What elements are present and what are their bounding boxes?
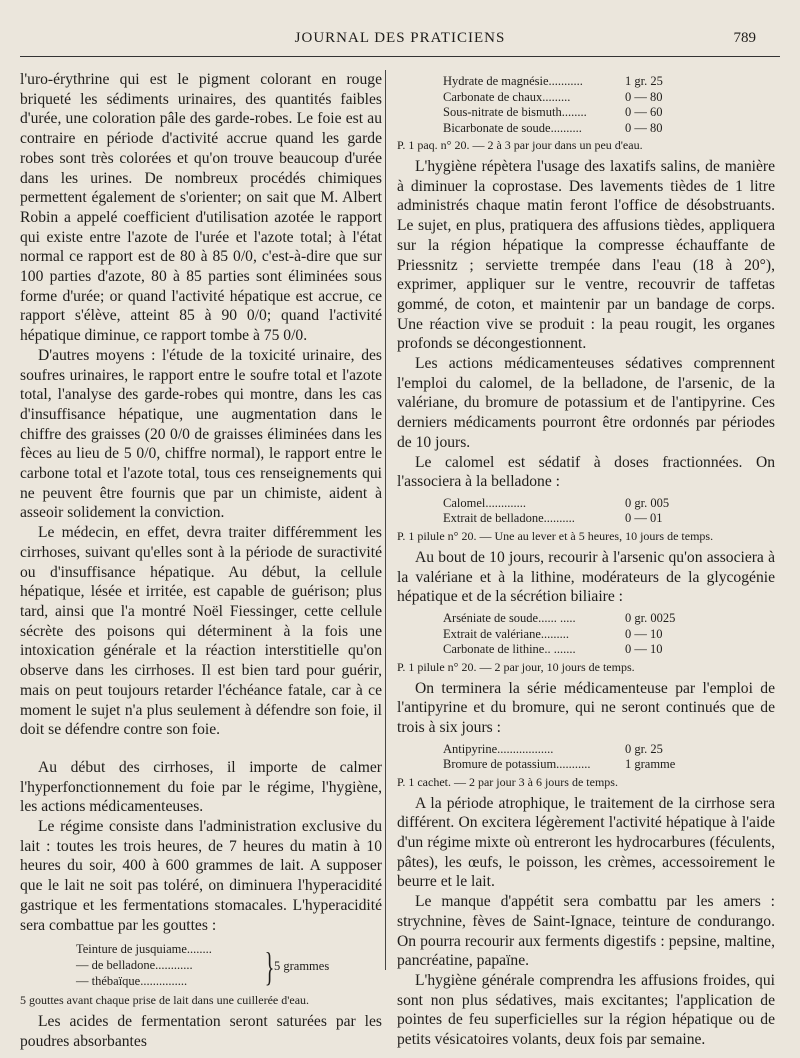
prescription-note: P. 1 cachet. — 2 par jour 3 à 6 jours de temps. bbox=[397, 774, 618, 789]
paragraph: L'hygiène répètera l'usage des laxatifs salins, de manière à diminuer la coprostase. Des lavements tièdes de 1 litre administrés chaque matin feront l'office de désobstruants. Le sujet, en plus, pratiquera des affusions tièdes, appliquera sur la région hépatique la compresse échauffante de Priessnitz ; serviette trempée dans l'eau (18 à 20°), exprimer, appliquer sur le ventre, recouvrir de taffetas gommé, de coton, et maintenir par un bandage de corps. Une réaction vive se produit : la peau rougit, les organes profonds se décongestionnent. bbox=[397, 158, 775, 353]
drops-prescription bbox=[20, 941, 382, 989]
paragraph: L'hygiène générale comprendra les affusions froides, qui sont non plus sédatives, mais excitantes; l'application de pointes de feu superficielles sur la région hépatique ou de petits vésicatoires volants, deux fois par semaine. bbox=[397, 972, 775, 1049]
ingredient-name: Calomel............. bbox=[443, 495, 526, 510]
left-column bbox=[20, 70, 382, 1052]
ingredient-dose: 0 — 10 bbox=[625, 626, 663, 641]
paragraph: l'uro-érythrine qui est le pigment colorant en rouge briqueté les sédiments urinaires, des quantités faibles d'urée, une coloration pâle des garde-robes. Le foie est au contraire en période d'activité accrue quand les garde robes sont très colorées et qu'on trouve beaucoup d'urée dans les urines. De nombreux procédés chimiques permettent également de s'orienter; on sait que M. Albert Robin a appelé coefficient d'utilisation azotée le rapport qui existe entre l'azote de l'urée et l'azote total; à l'état normal ce rapport est de 80 à 85 0/0, c'est-à-dire que sur 100 parties d'azote, 80 à 85 parties sont éliminées sous forme d'urée; or quand l'activité hépatique est accrue, ce rapport s'élève, atteint 85 à 90 0/0; quand l'activité hépatique diminue, ce rapport tombe à 75 0/0. bbox=[20, 71, 382, 345]
paragraph: Le calomel est sédatif à doses fractionnées. On l'associera à la belladone : bbox=[397, 453, 775, 491]
prescription-block bbox=[397, 611, 775, 658]
page-header bbox=[0, 0, 800, 60]
paragraph: Le médecin, en effet, devra traiter différemment les cirrhoses, suivant qu'elles sont à la période de suractivité ou d'insuffisance hépatique. Au début, la cellule hépatique, lésée et irritée, est capable de guérison; plus tard, ainsi que l'a montré Noël Fiessinger, cette cellule sécrète des poisons qui déterminent à la fois une intoxication générale et la réaction interstitielle qu'on observe dans les cirrhoses. Il est bien tard pour guérir, mais on peut toujours retarder l'échéance fatale, car à ce moment le sujet n'a plus seulement à défendre son foie, il doit se défendre contre son foie. bbox=[20, 524, 382, 739]
ingredient-dose: 0 gr. 005 bbox=[625, 495, 670, 510]
column-divider bbox=[385, 70, 386, 970]
paragraph: Au début des cirrhoses, il importe de calmer l'hyperfonctionnement du foie par le régime, l'hygiène, les actions médicamenteuses. bbox=[20, 758, 382, 816]
ingredient-dose: 0 gr. 0025 bbox=[625, 611, 676, 626]
prescription-line: — thébaïque............... bbox=[76, 974, 188, 989]
right-column bbox=[397, 70, 775, 1050]
paragraph: Le manque d'appétit sera combattu par les amers : strychnine, fèves de Saint-Ignace, teinture de condurango. On pourra recourir aux ferments digestifs : pepsine, maltine, pancréatine, papaïne. bbox=[397, 893, 775, 970]
paragraph: Les actions médicamenteuses sédatives comprennent l'emploi du calomel, de la belladone, de l'arsenic, de la valériane, du bromure de potassium et de l'antipyrine. Ces derniers médicaments pourront être ordonnés par périodes de 10 jours. bbox=[397, 355, 775, 451]
ingredient-name: Extrait de belladone.......... bbox=[443, 511, 575, 526]
prescription-line: — de belladone............ bbox=[76, 958, 193, 973]
prescription-note: P. 1 pilule n° 20. — 2 par jour, 10 jours de temps. bbox=[397, 659, 635, 674]
paragraph: Le régime consiste dans l'administration exclusive du lait : toutes les trois heures, de 7 heures du matin à 10 heures du soir, 400 à 600 grammes de lait. A supposer que le lait ne soit pas toléré, on diminuera l'hyperacidité gastrique et les fermentations stomacales. L'hyperacidité sera combattue par les gouttes : bbox=[20, 818, 382, 934]
ingredient-dose: 0 — 01 bbox=[625, 511, 663, 526]
header-rule bbox=[20, 56, 780, 57]
prescription-note: P. 1 paq. n° 20. — 2 à 3 par jour dans un peu d'eau. bbox=[397, 138, 643, 152]
paragraph: Les acides de fermentation seront saturées par les poudres absorbantes bbox=[20, 1013, 382, 1050]
prescription-dose: 5 grammes bbox=[274, 959, 330, 974]
prescription-line: Teinture de jusquiame........ bbox=[76, 942, 212, 957]
paragraph: A la période atrophique, le traitement de la cirrhose sera différent. On excitera légèrement l'activité hépatique à l'aide d'un régime mixte où entreront les hydrocarbures (féculents, pâtes), les œufs, le poisson, les crèmes, accessoirement le beurre et le lait. bbox=[397, 794, 775, 891]
prescription-block bbox=[397, 742, 775, 773]
prescription-block bbox=[397, 496, 775, 527]
prescription-block bbox=[397, 74, 775, 136]
paragraph: On terminera la série médicamenteuse par l'emploi de l'antipyrine et du bromure, qui ne seront continués que de trois à six jours : bbox=[397, 679, 775, 736]
ingredient-name: Antipyrine.................. bbox=[443, 741, 554, 756]
prescription-note: P. 1 pilule n° 20. — Une au lever et à 5 heures, 10 jours de temps. bbox=[397, 528, 714, 543]
ingredient-dose: 0 — 60 bbox=[625, 105, 663, 119]
brace-glyph: } bbox=[264, 944, 275, 990]
ingredient-name: Extrait de valériane......... bbox=[443, 626, 569, 641]
ingredient-dose: 0 gr. 25 bbox=[625, 741, 663, 756]
ingredient-name: Carbonate de lithine.. ....... bbox=[443, 642, 576, 657]
page-number: 789 bbox=[733, 30, 756, 46]
ingredient-name: Arséniate de soude...... ..... bbox=[443, 611, 576, 626]
journal-title: JOURNAL DES PRATICIENS bbox=[294, 30, 506, 46]
ingredient-dose: 0 — 10 bbox=[625, 642, 663, 657]
ingredient-name: Carbonate de chaux......... bbox=[443, 89, 571, 104]
ingredient-name: Bromure de potassium........... bbox=[443, 757, 591, 772]
paragraph: Au bout de 10 jours, recourir à l'arsenic qu'on associera à la valériane et à la lithine, modérateurs de la glycogénie hépatique et de la sécrétion biliaire : bbox=[397, 548, 775, 606]
ingredient-dose: 0 — 80 bbox=[625, 89, 663, 104]
ingredient-name: Hydrate de magnésie........... bbox=[443, 74, 583, 88]
ingredient-dose: 1 gramme bbox=[625, 757, 676, 772]
paragraph: D'autres moyens : l'étude de la toxicité urinaire, des soufres urinaires, le rapport entre le soufre total et l'azote total, l'analyse des garde-robes qui montre, dans les cas d'insuffisance hépatique, une augmentation dans le chiffre des graisses (20 0/0 de graisses éliminées dans les fèces au lieu de 5 0/0, chiffre normal), le rapport entre le carbone total et l'azote total, tous ces renseignements qui ne peuvent être fournis que par un chimiste, aident à asseoir solidement la conviction. bbox=[20, 346, 382, 522]
prescription-note: 5 gouttes avant chaque prise de lait dans une cuillerée d'eau. bbox=[20, 993, 310, 1008]
ingredient-dose: 1 gr. 25 bbox=[625, 74, 663, 88]
ingredient-name: Sous-nitrate de bismuth........ bbox=[443, 105, 587, 119]
ingredient-name: Bicarbonate de soude.......... bbox=[443, 120, 582, 135]
ingredient-dose: 0 — 80 bbox=[625, 120, 663, 135]
